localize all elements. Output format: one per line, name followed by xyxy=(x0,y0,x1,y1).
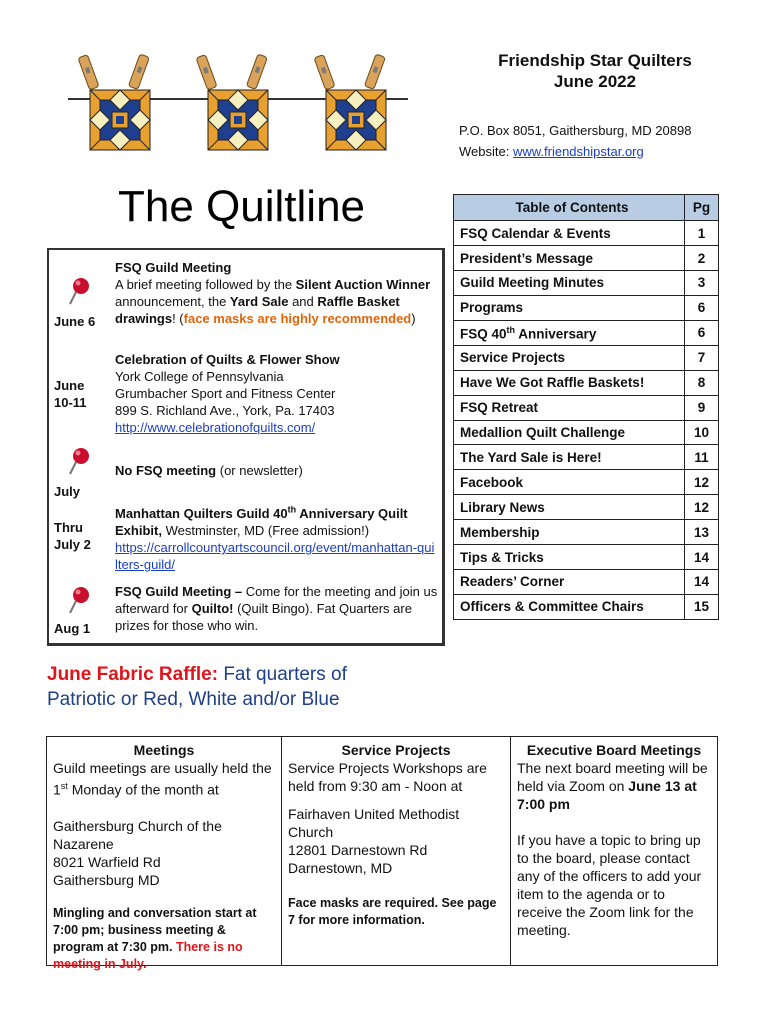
mailing-address: P.O. Box 8051, Gaithersburg, MD 20898 xyxy=(459,123,692,138)
website-link[interactable]: www.friendshipstar.org xyxy=(512,144,644,159)
event-date: Thru xyxy=(54,520,83,535)
toc-row[interactable]: The Yard Sale is Here! 11 xyxy=(454,445,719,470)
board-heading: Executive Board Meetings xyxy=(526,742,702,758)
event-title: FSQ Guild Meeting xyxy=(115,260,232,275)
event-date: June 10-11 xyxy=(54,378,87,410)
pushpin-icon xyxy=(67,276,91,308)
toc-row[interactable]: Facebook 12 xyxy=(454,470,719,495)
masthead-title: The Quiltline xyxy=(118,182,366,231)
service-heading: Service Projects xyxy=(341,742,451,758)
event-title: Celebration of Quilts & Flower Show xyxy=(115,352,340,367)
pushpin-icon xyxy=(67,446,91,478)
toc-row[interactable]: Tips & Tricks 14 xyxy=(454,545,719,570)
toc-row[interactable]: Guild Meeting Minutes 3 xyxy=(454,270,719,295)
toc-row[interactable]: Readers’ Corner 14 xyxy=(454,570,719,595)
meeting-note: Mingling and conversation start at 7:00 pm; business meeting & program at 7:30 pm. There is no meeting in July. xyxy=(53,905,257,971)
service-projects-box: Service Projects Service Projects Workshops are held from 9:30 am - Noon at Fairhaven United Methodist Church 12801 Darnestown Rd Darnestown, MD Face masks are required. See page 7 for more information. xyxy=(282,737,511,965)
toc-header xyxy=(454,195,719,221)
event-date: July 2 xyxy=(54,537,91,552)
quilt-block-3 xyxy=(326,90,386,150)
toc-header-label: Table of Contents xyxy=(454,195,685,221)
newsletter-header xyxy=(420,50,770,92)
meetings-heading: Meetings xyxy=(133,742,195,758)
event-june-6: FSQ Guild Meeting A brief meeting followed by the Silent Auction Winner announcement, the Yard Sale and Raffle Basket drawings! (face masks are highly recommended) xyxy=(115,260,431,326)
toc-row[interactable]: President’s Message 2 xyxy=(454,246,719,271)
event-celebration-of-quilts: Celebration of Quilts & Flower Show York College of Pennsylvania Grumbacher Sport and Fitness Center 899 S. Richland Ave., York, Pa. 17403 http://www.celebrationofquilts.com/ xyxy=(115,352,340,435)
raffle-label: June Fabric Raffle: xyxy=(47,664,219,685)
meeting-location: Gaithersburg Church of the Nazarene 8021 Warfield Rd Gaithersburg MD xyxy=(53,817,222,888)
quilt-block-2 xyxy=(208,90,268,150)
mask-warning: face masks are highly recommended xyxy=(183,311,412,326)
event-manhattan-quilters: Manhattan Quilters Guild 40th Anniversary Quilt Exhibit, Westminster, MD (Free admission!) https://carrollcountyartscouncil.org/event/manhattan-quilters-guild/ xyxy=(115,505,435,573)
calendar-box xyxy=(47,248,445,646)
toc-header-pg: Pg xyxy=(685,195,719,221)
toc-row[interactable]: Service Projects 7 xyxy=(454,345,719,370)
toc-row[interactable]: Membership 13 xyxy=(454,520,719,545)
website-label: Website: xyxy=(459,144,513,159)
info-boxes xyxy=(46,736,718,971)
website-line xyxy=(459,141,691,162)
manhattan-link[interactable]: https://carrollcountyartscouncil.org/event/manhattan-quilters-guild/ xyxy=(115,540,435,573)
toc-row[interactable]: FSQ Retreat 9 xyxy=(454,395,719,420)
toc-row[interactable]: Library News 12 xyxy=(454,495,719,520)
meetings-box: Meetings Guild meetings are usually held the 1st Monday of the month at Gaithersburg Church of the Nazarene 8021 Warfield Rd Gaithersburg MD Mingling and conversation start at 7:00 pm; business meeting & program at 7:30 pm. There is no meeting in July. xyxy=(47,737,282,965)
event-no-meeting: No FSQ meeting (or newsletter) xyxy=(115,463,303,478)
raffle-text: Fat quarters of Patriotic or Red, White and/or Blue xyxy=(47,664,347,710)
toc-row[interactable]: Programs 6 xyxy=(454,295,719,320)
toc-row[interactable]: Have We Got Raffle Baskets! 8 xyxy=(454,370,719,395)
quilt-blocks-graphic xyxy=(70,50,410,170)
table-of-contents xyxy=(453,194,719,620)
issue-date: June 2022 xyxy=(553,72,637,91)
toc-row[interactable]: Officers & Committee Chairs 15 xyxy=(454,594,719,619)
event-title: Manhattan Quilters Guild 40th Anniversary Quilt Exhibit, xyxy=(115,505,408,539)
event-aug-1: FSQ Guild Meeting – Come for the meeting and join us afterward for Quilto! (Quilt Bingo). Fat Quarters are prizes for those who win. xyxy=(115,584,438,633)
quilt-block-1 xyxy=(90,90,150,150)
event-date: June 6 xyxy=(54,314,96,329)
event-title: FSQ Guild Meeting – xyxy=(115,584,243,599)
pushpin-icon xyxy=(67,585,91,617)
mask-note: Face masks are required. See page 7 for more information. xyxy=(288,896,497,927)
contact-info xyxy=(459,120,691,162)
event-date: Aug 1 xyxy=(54,621,91,636)
fabric-raffle xyxy=(47,662,387,712)
event-date: July xyxy=(54,484,81,499)
toc-row[interactable]: Medallion Quilt Challenge 10 xyxy=(454,420,719,445)
board-meetings-box: Executive Board Meetings The next board meeting will be held via Zoom on June 13 at 7:00 pm If you have a topic to bring up to the board, please contact any of the officers to add your item to the agenda or to receive the Zoom link for the meeting. xyxy=(511,737,717,965)
celebration-link[interactable]: http://www.celebrationofquilts.com/ xyxy=(115,420,316,435)
toc-row[interactable]: FSQ Calendar & Events 1 xyxy=(454,221,719,246)
service-location: Fairhaven United Methodist Church 12801 Darnestown Rd Darnestown, MD xyxy=(288,806,460,876)
toc-row[interactable]: FSQ 40th Anniversary 6 xyxy=(454,320,719,345)
org-name: Friendship Star Quilters xyxy=(498,51,692,70)
